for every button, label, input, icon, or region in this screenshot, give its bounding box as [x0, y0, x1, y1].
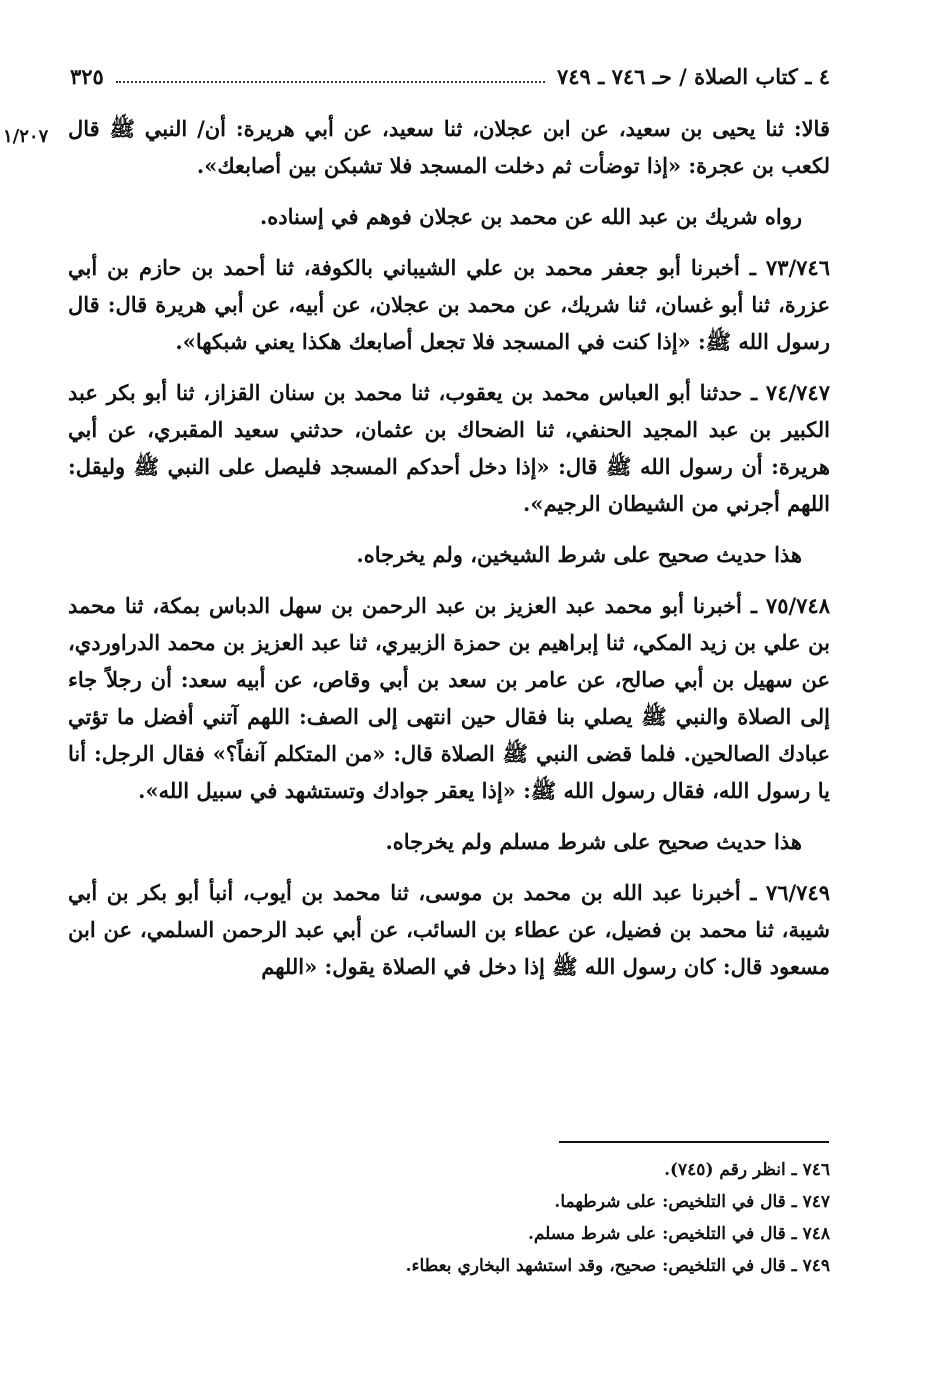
header-dot-leader: [116, 69, 545, 83]
footnote-separator: [559, 1141, 829, 1143]
page-number: ٣٢٥: [70, 63, 104, 89]
footnote-749: ٧٤٩ ـ قال في التلخيص: صحيح، وقد استشهد البخاري بعطاء.: [405, 1256, 830, 1276]
main-text: [68, 110, 830, 999]
paragraph: قالا: ثنا يحيى بن سعيد، عن ابن عجلان، ثنا سعيد، عن أبي هريرة: أن/ النبي ﷺ قال لكعب بن عجرة: «إذا توضأت ثم دخلت المسجد فلا تشبكن بين أصابعك».: [68, 116, 830, 178]
hadith-paragraph-747: ٧٤/٧٤٧ ـ حدثنا أبو العباس محمد بن يعقوب، ثنا محمد بن سنان القزاز، ثنا أبو بكر عبد الكبير بن عبد المجيد الحنفي، ثنا الضحاك بن عثمان، حدثني سعيد المقبري، عن أبي هريرة: أن رسول الله ﷺ قال: «إذا دخل أحدكم المسجد فليصل على النبي ﷺ وليقل: اللهم أجرني من الشيطان الرجيم».: [68, 380, 830, 516]
grading-748: هذا حديث صحيح على شرط مسلم ولم يخرجاه.: [385, 829, 802, 854]
hadith-paragraph-746: ٧٣/٧٤٦ ـ أخبرنا أبو جعفر محمد بن علي الشيباني بالكوفة، ثنا أحمد بن حازم بن أبي عزرة، ثنا أبو غسان، ثنا شريك، عن محمد بن عجلان، عن أبيه، عن أبي هريرة قال: قال رسول الله ﷺ: «إذا كنت في المسجد فلا تجعل أصابعك هكذا يعني شبكها».: [68, 255, 830, 354]
footnote-747: ٧٤٧ ـ قال في التلخيص: على شرطهما.: [554, 1192, 830, 1212]
hadith-paragraph-748: ٧٥/٧٤٨ ـ أخبرنا أبو محمد عبد العزيز بن عبد الرحمن بن سهل الدباس بمكة، ثنا محمد بن علي بن زيد المكي، ثنا إبراهيم بن حمزة الزبيري، ثنا عبد العزيز بن محمد الدراوردي، عن سهيل بن أبي صالح، عن عامر بن سعد بن أبي وقاص، عن أبيه سعد: أن رجلاً جاء إلى الصلاة والنبي ﷺ يصلي بنا فقال حين انتهى إلى الصف: اللهم آتني أفضل ما تؤتي عبادك الصالحين. فلما قضى النبي ﷺ الصلاة قال: «من المتكلم آنفاً؟» فقال الرجل: أنا يا رسول الله، فقال رسول الله ﷺ: «إذا يعقر جوادك وتستشهد في سبيل الله».: [68, 593, 830, 803]
footnote-748: ٧٤٨ ـ قال في التلخيص: على شرط مسلم.: [527, 1224, 830, 1244]
footnotes: [68, 1154, 830, 1282]
footnote-746: ٧٤٦ ـ انظر رقم (٧٤٥).: [664, 1160, 830, 1180]
running-title: ٤ ـ كتاب الصلاة / حـ ٧٤٦ ـ ٧٤٩: [556, 63, 830, 89]
hadith-paragraph-749: ٧٦/٧٤٩ ـ أخبرنا عبد الله بن محمد بن موسى، ثنا محمد بن أيوب، أنبأ أبو بكر بن أبي شيبة، ثنا محمد بن فضيل، عن عطاء بن السائب، عن أبي عبد الرحمن السلمي، عن ابن مسعود قال: كان رسول الله ﷺ إذا دخل في الصلاة يقول: «اللهم: [68, 880, 830, 979]
margin-manuscript-ref: ١/٢٠٧: [3, 126, 49, 147]
running-header: [70, 56, 830, 96]
paragraph-note: رواه شريك بن عبد الله عن محمد بن عجلان فوهم في إسناده.: [259, 204, 802, 229]
grading-747: هذا حديث صحيح على شرط الشيخين، ولم يخرجاه.: [356, 542, 802, 567]
